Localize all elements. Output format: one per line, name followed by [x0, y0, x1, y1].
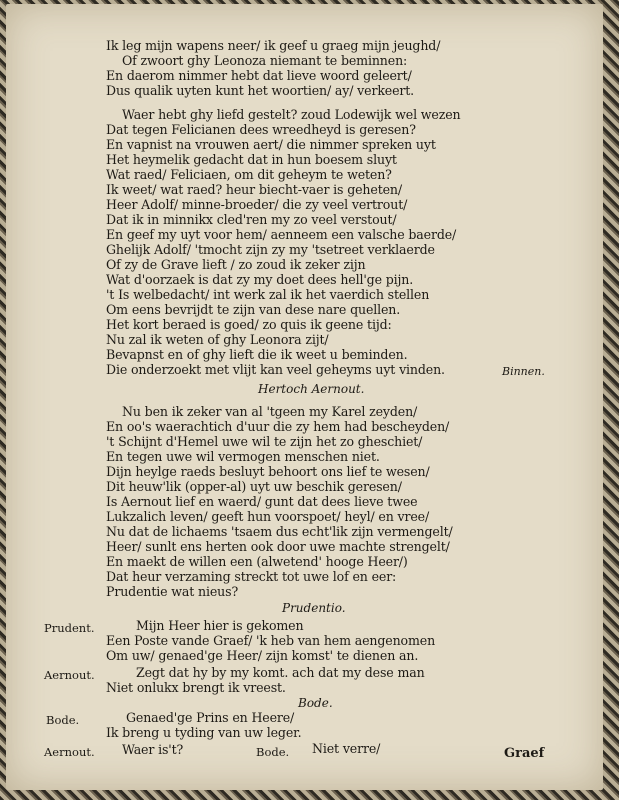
verse-line: Het kort beraed is goed/ zo quis ik geene tijd: [106, 317, 392, 332]
verse-line: Het heymelik gedacht dat in hun boesem sluyt [106, 152, 397, 167]
verse-line: Ik leg mijn wapens neer/ ik geef u graeg mijn jeughd/ [106, 38, 441, 53]
verse-line: Prudentie wat nieus? [106, 584, 239, 599]
verse-line: Lukzalich leven/ geeft hun voorspoet/ heyl/ en vree/ [106, 509, 430, 524]
verse-line: Waer is't? [122, 742, 184, 757]
verse-line: Niet verre/ [312, 741, 381, 756]
speaker-heading: Hertoch Aernout. [258, 382, 365, 396]
verse-line: 't Is welbedacht/ int werk zal ik het vaerdich stellen [106, 287, 430, 302]
verse-line: Heer/ sunlt ens herten ook door uwe machte strengelt/ [106, 539, 450, 554]
verse-line: Is Aernout lief en waerd/ gunt dat dees lieve twee [106, 494, 418, 509]
verse-line: Of zy de Grave lieft / zo zoud ik zeker zijn [106, 257, 366, 272]
verse-line: Zegt dat hy by my komt. ach dat my dese man [136, 665, 425, 680]
verse-line: Niet onlukx brengt ik vreest. [106, 680, 286, 695]
verse-line: 't Schijnt d'Hemel uwe wil te zijn het zo gheschiet/ [106, 434, 423, 449]
verse-line: Wat d'oorzaek is dat zy my doet dees hell'ge pijn. [106, 272, 414, 287]
verse-line: En tegen uwe wil vermogen menschen niet. [106, 449, 380, 464]
verse-line: Nu dat de lichaems 'tsaem dus echt'lik zijn vermengelt/ [106, 524, 453, 539]
speaker-label: Aernout. [44, 745, 95, 759]
verse-line: Om eens bevrijdt te zijn van dese nare quellen. [106, 302, 401, 317]
verse-line: Nu zal ik weten of ghy Leonora zijt/ [106, 332, 329, 347]
verse-line: Dat tegen Felicianen dees wreedheyd is geresen? [106, 122, 416, 137]
speaker-label: Prudent. [44, 621, 95, 635]
speaker-label: Bode. [46, 713, 80, 727]
verse-line: En geef my uyt voor hem/ aenneem een valsche baerde/ [106, 227, 457, 242]
verse-line: Dit heuw'lik (opper-al) uyt uw beschik geresen/ [106, 479, 402, 494]
margin-stage-direction: Binnen. [502, 365, 545, 378]
verse-line: Bevapnst en of ghy lieft die ik weet u beminden. [106, 347, 408, 362]
verse-line: Dat heur verzaming streckt tot uwe lof en eer: [106, 569, 397, 584]
verse-line: En oo's waerachtich d'uur die zy hem had bescheyden/ [106, 419, 450, 434]
book-page [6, 4, 603, 790]
verse-line: En maekt de willen een (alwetend' hooge Heer/) [106, 554, 408, 569]
verse-line: Dijn heylge raeds besluyt behoort ons lief te wesen/ [106, 464, 430, 479]
speaker-heading: Bode. [298, 696, 333, 710]
verse-line: Dus qualik uyten kunt het woortien/ ay/ verkeert. [106, 83, 415, 98]
verse-line: Wat raed/ Feliciaen, om dit geheym te weten? [106, 167, 392, 182]
speaker-label: Bode. [256, 745, 290, 759]
verse-line: Genaed'ge Prins en Heere/ [126, 710, 295, 725]
verse-line: Een Poste vande Graef/ 'k heb van hem aengenomen [106, 633, 436, 648]
verse-line: Nu ben ik zeker van al 'tgeen my Karel zeyden/ [122, 404, 418, 419]
verse-line: Ik breng u tyding van uw leger. [106, 725, 302, 740]
verse-line: Mijn Heer hier is gekomen [136, 618, 304, 633]
verse-line: Waer hebt ghy liefd gestelt? zoud Lodewijk wel wezen [122, 107, 461, 122]
verse-line: En vapnist na vrouwen aert/ die nimmer spreken uyt [106, 137, 436, 152]
speaker-label: Aernout. [44, 668, 95, 682]
verse-line: Ghelijk Adolf/ 'tmocht zijn zy my 'tsetreet verklaerde [106, 242, 435, 257]
verse-line: Dat ik in minnikx cled'ren my zo veel verstout/ [106, 212, 397, 227]
speaker-heading: Prudentio. [282, 601, 346, 615]
verse-line: En daerom nimmer hebt dat lieve woord geleert/ [106, 68, 412, 83]
verse-line: Of zwoort ghy Leonoza niemant te beminnen: [122, 53, 408, 68]
catchword: Graef [504, 746, 545, 761]
verse-line: Die onderzoekt met vlijt kan veel geheyms uyt vinden. [106, 362, 445, 377]
verse-line: Om uw/ genaed'ge Heer/ zijn komst' te dienen an. [106, 648, 419, 663]
verse-line: Heer Adolf/ minne-broeder/ die zy veel vertrout/ [106, 197, 408, 212]
verse-line: Ik weet/ wat raed? heur biecht-vaer is geheten/ [106, 182, 402, 197]
